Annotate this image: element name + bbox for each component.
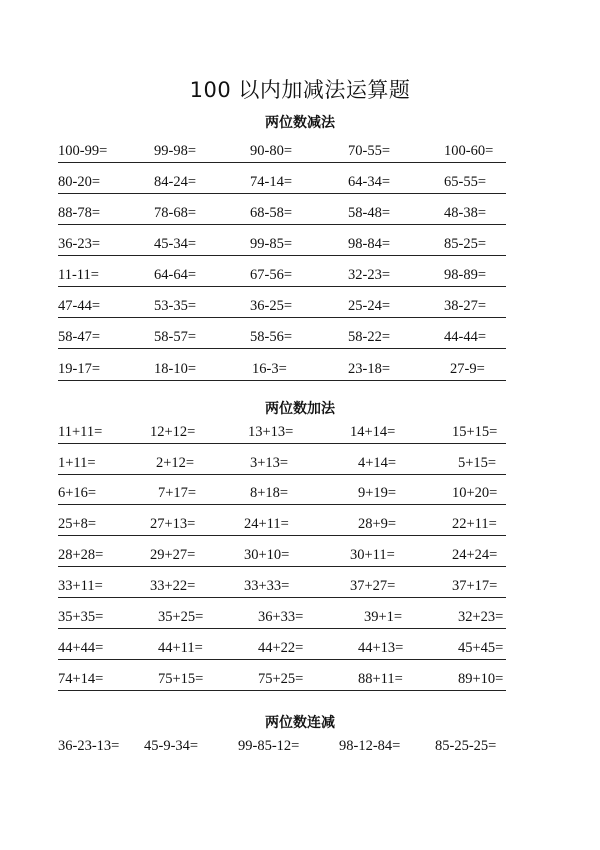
math-problem: 36-23= [58,236,101,252]
math-problem: 39+1= [364,609,403,625]
math-problem: 88+11= [358,671,403,687]
problem-row [58,544,506,567]
math-problem: 58-56= [250,329,293,345]
math-problem: 75+15= [158,671,204,687]
problem-row [58,637,506,660]
math-problem: 88-78= [58,205,101,221]
problem-row [58,452,506,475]
math-problem: 11+11= [58,424,103,440]
math-problem: 99-98= [154,143,197,159]
math-problem: 14+14= [350,424,396,440]
math-problem: 4+14= [358,455,397,471]
math-problem: 64-64= [154,267,197,283]
math-problem: 38-27= [444,298,487,314]
math-problem: 68-58= [250,205,293,221]
problem-row [58,358,506,381]
math-problem: 37+17= [452,578,498,594]
math-problem: 45-34= [154,236,197,252]
math-problem: 25+8= [58,516,97,532]
math-problem: 27-9= [450,361,485,377]
math-problem: 44+13= [358,640,404,656]
math-problem: 24+24= [452,547,498,563]
math-problem: 48-38= [444,205,487,221]
math-problem: 58-48= [348,205,391,221]
problem-row [58,668,506,691]
math-problem: 9+19= [358,485,397,501]
problem-row [58,482,506,505]
math-problem: 99-85= [250,236,293,252]
math-problem: 75+25= [258,671,304,687]
problem-row [58,264,506,287]
math-problem: 11-11= [58,267,99,283]
math-problem: 89+10= [458,671,504,687]
problem-row [58,140,506,163]
math-problem: 45+45= [458,640,504,656]
math-problem: 8+18= [250,485,289,501]
math-problem: 33+11= [58,578,103,594]
math-problem: 30+10= [244,547,290,563]
problem-row [58,326,506,349]
math-problem: 85-25-25= [435,738,497,754]
math-problem: 85-25= [444,236,487,252]
math-problem: 29+27= [150,547,196,563]
problem-row [58,233,506,256]
math-problem: 28+9= [358,516,397,532]
math-problem: 44+11= [158,640,203,656]
math-problem: 58-47= [58,329,101,345]
math-problem: 24+11= [244,516,289,532]
problem-row [58,606,506,629]
section-heading: 两位数加法 [265,401,335,417]
math-problem: 58-22= [348,329,391,345]
math-problem: 12+12= [150,424,196,440]
math-problem: 27+13= [150,516,196,532]
math-problem: 78-68= [154,205,197,221]
math-problem: 90-80= [250,143,293,159]
math-problem: 65-55= [444,174,487,190]
problem-row [58,735,506,757]
math-problem: 45-9-34= [144,738,199,754]
math-problem: 53-35= [154,298,197,314]
problem-row [58,202,506,225]
math-problem: 36-25= [250,298,293,314]
math-problem: 19-17= [58,361,101,377]
page-title: 100 以内加减法运算题 [189,78,411,102]
math-problem: 100-99= [58,143,108,159]
math-problem: 35+25= [158,609,204,625]
section-heading: 两位数减法 [265,115,335,131]
math-problem: 15+15= [452,424,498,440]
math-problem: 33+22= [150,578,196,594]
math-problem: 28+28= [58,547,104,563]
math-problem: 6+16= [58,485,97,501]
math-problem: 64-34= [348,174,391,190]
problem-row [58,421,506,444]
math-problem: 67-56= [250,267,293,283]
math-problem: 35+35= [58,609,104,625]
problem-row [58,295,506,318]
math-problem: 18-10= [154,361,197,377]
math-problem: 25-24= [348,298,391,314]
math-problem: 37+27= [350,578,396,594]
math-problem: 7+17= [158,485,197,501]
math-problem: 74-14= [250,174,293,190]
math-problem: 44+44= [58,640,104,656]
math-problem: 44+22= [258,640,304,656]
section-heading: 两位数连减 [265,715,335,731]
problem-row [58,575,506,598]
math-problem: 70-55= [348,143,391,159]
problem-row [58,171,506,194]
math-problem: 10+20= [452,485,498,501]
math-problem: 36-23-13= [58,738,120,754]
math-problem: 16-3= [252,361,287,377]
math-problem: 1+11= [58,455,96,471]
math-problem: 3+13= [250,455,289,471]
math-problem: 13+13= [248,424,294,440]
math-problem: 58-57= [154,329,197,345]
math-problem: 30+11= [350,547,395,563]
math-problem: 74+14= [58,671,104,687]
math-problem: 36+33= [258,609,304,625]
math-problem: 100-60= [444,143,494,159]
math-problem: 5+15= [458,455,497,471]
math-problem: 2+12= [156,455,195,471]
math-problem: 22+11= [452,516,497,532]
math-problem: 32-23= [348,267,391,283]
math-problem: 80-20= [58,174,101,190]
math-problem: 98-12-84= [339,738,401,754]
math-problem: 47-44= [58,298,101,314]
math-problem: 44-44= [444,329,487,345]
math-problem: 98-84= [348,236,391,252]
math-problem: 98-89= [444,267,487,283]
math-problem: 99-85-12= [238,738,300,754]
problem-row [58,513,506,536]
math-problem: 33+33= [244,578,290,594]
math-problem: 23-18= [348,361,391,377]
math-problem: 32+23= [458,609,504,625]
math-problem: 84-24= [154,174,197,190]
